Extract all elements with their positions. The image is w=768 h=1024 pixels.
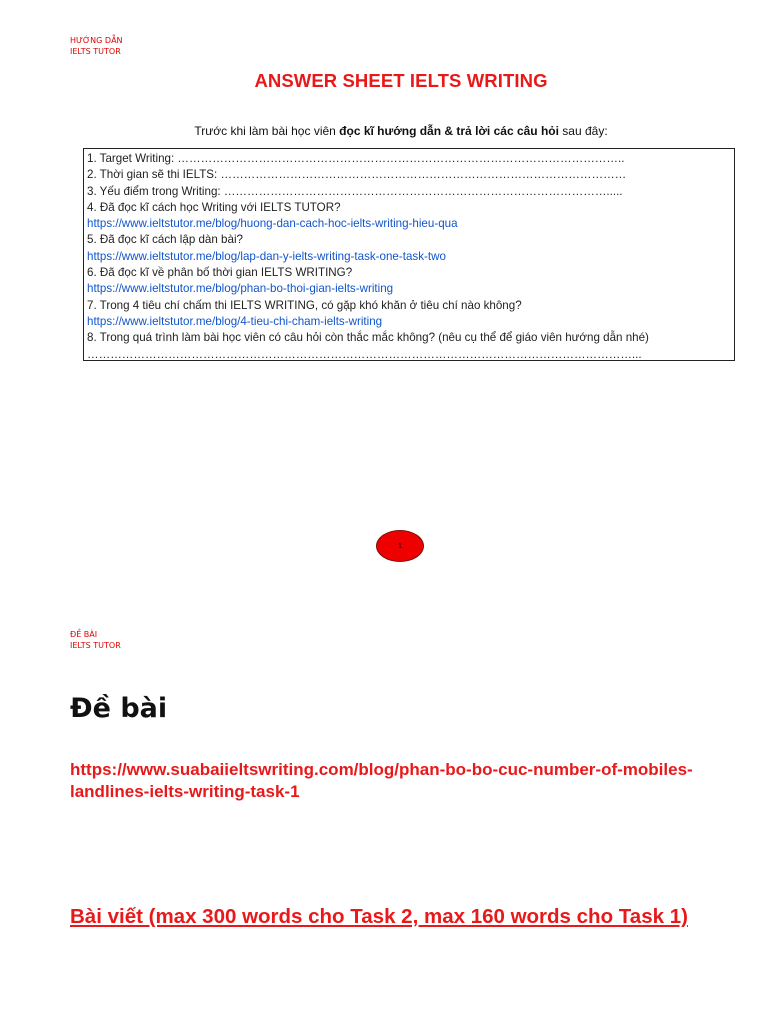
- section-header-line-1: ĐỀ BÀI: [70, 630, 98, 639]
- question-box: [83, 148, 735, 361]
- question-6-link[interactable]: https://www.ieltstutor.me/blog/phan-bo-thoi-gian-ielts-writing: [87, 282, 394, 296]
- instruction-text: [0, 124, 768, 138]
- instruction-bold: đọc kĩ hướng dẫn & trả lời các câu hỏi: [339, 124, 559, 138]
- question-7: 7. Trong 4 tiêu chí chấm thi IELTS WRITING, có gặp khó khăn ở tiêu chí nào không?: [87, 298, 522, 312]
- section-header: [70, 629, 121, 651]
- answer-sheet-title: ANSWER SHEET IELTS WRITING: [254, 70, 548, 91]
- page-header: [70, 35, 123, 57]
- instruction-suffix: sau đây:: [558, 124, 608, 138]
- question-5: 5. Đã đọc kĩ cách lập dàn bài?: [87, 233, 243, 247]
- question-7-link[interactable]: https://www.ieltstutor.me/blog/4-tieu-chi-cham-ielts-writing: [87, 314, 383, 328]
- header-line-1: HƯỚNG DẪN: [70, 36, 123, 45]
- question-3: 3. Yếu điểm trong Writing: ……………………………………………………………………………………….....: [87, 184, 623, 198]
- instruction-prefix: Trước khi làm bài học viên: [194, 124, 340, 138]
- question-4: 4. Đã đọc kĩ cách học Writing với IELTS TUTOR?: [87, 200, 341, 214]
- page-number-badge: 1: [376, 530, 424, 562]
- question-8-answer-line: ……………………………………………………………………………………………………………………………...: [87, 347, 642, 361]
- section-header-line-2: IELTS TUTOR: [70, 641, 121, 650]
- question-5-link[interactable]: https://www.ieltstutor.me/blog/lap-dan-y-ielts-writing-task-one-task-two: [87, 249, 446, 263]
- question-8: 8. Trong quá trình làm bài học viên có câu hỏi còn thắc mắc không? (nêu cụ thể để giáo viên hướng dẫn nhé): [87, 331, 649, 345]
- question-1: 1. Target Writing: ……………………………………………………………………………………………………..: [87, 152, 625, 165]
- question-6: 6. Đã đọc kĩ về phân bố thời gian IELTS WRITING?: [87, 266, 353, 280]
- essay-heading: Bài viết (max 300 words cho Task 2, max 160 words cho Task 1): [70, 905, 688, 928]
- topic-link[interactable]: https://www.suabaiieltswriting.com/blog/phan-bo-bo-cuc-number-of-mobiles-landlines-ielts-writing-task-1: [70, 760, 693, 801]
- header-line-2: IELTS TUTOR: [70, 47, 121, 56]
- question-2: 2. Thời gian sẽ thi IELTS: ……………………………………………………………………………………………: [87, 168, 627, 182]
- question-4-link[interactable]: https://www.ieltstutor.me/blog/huong-dan-cach-hoc-ielts-writing-hieu-qua: [87, 217, 458, 231]
- de-bai-heading: Đề bài: [70, 693, 168, 724]
